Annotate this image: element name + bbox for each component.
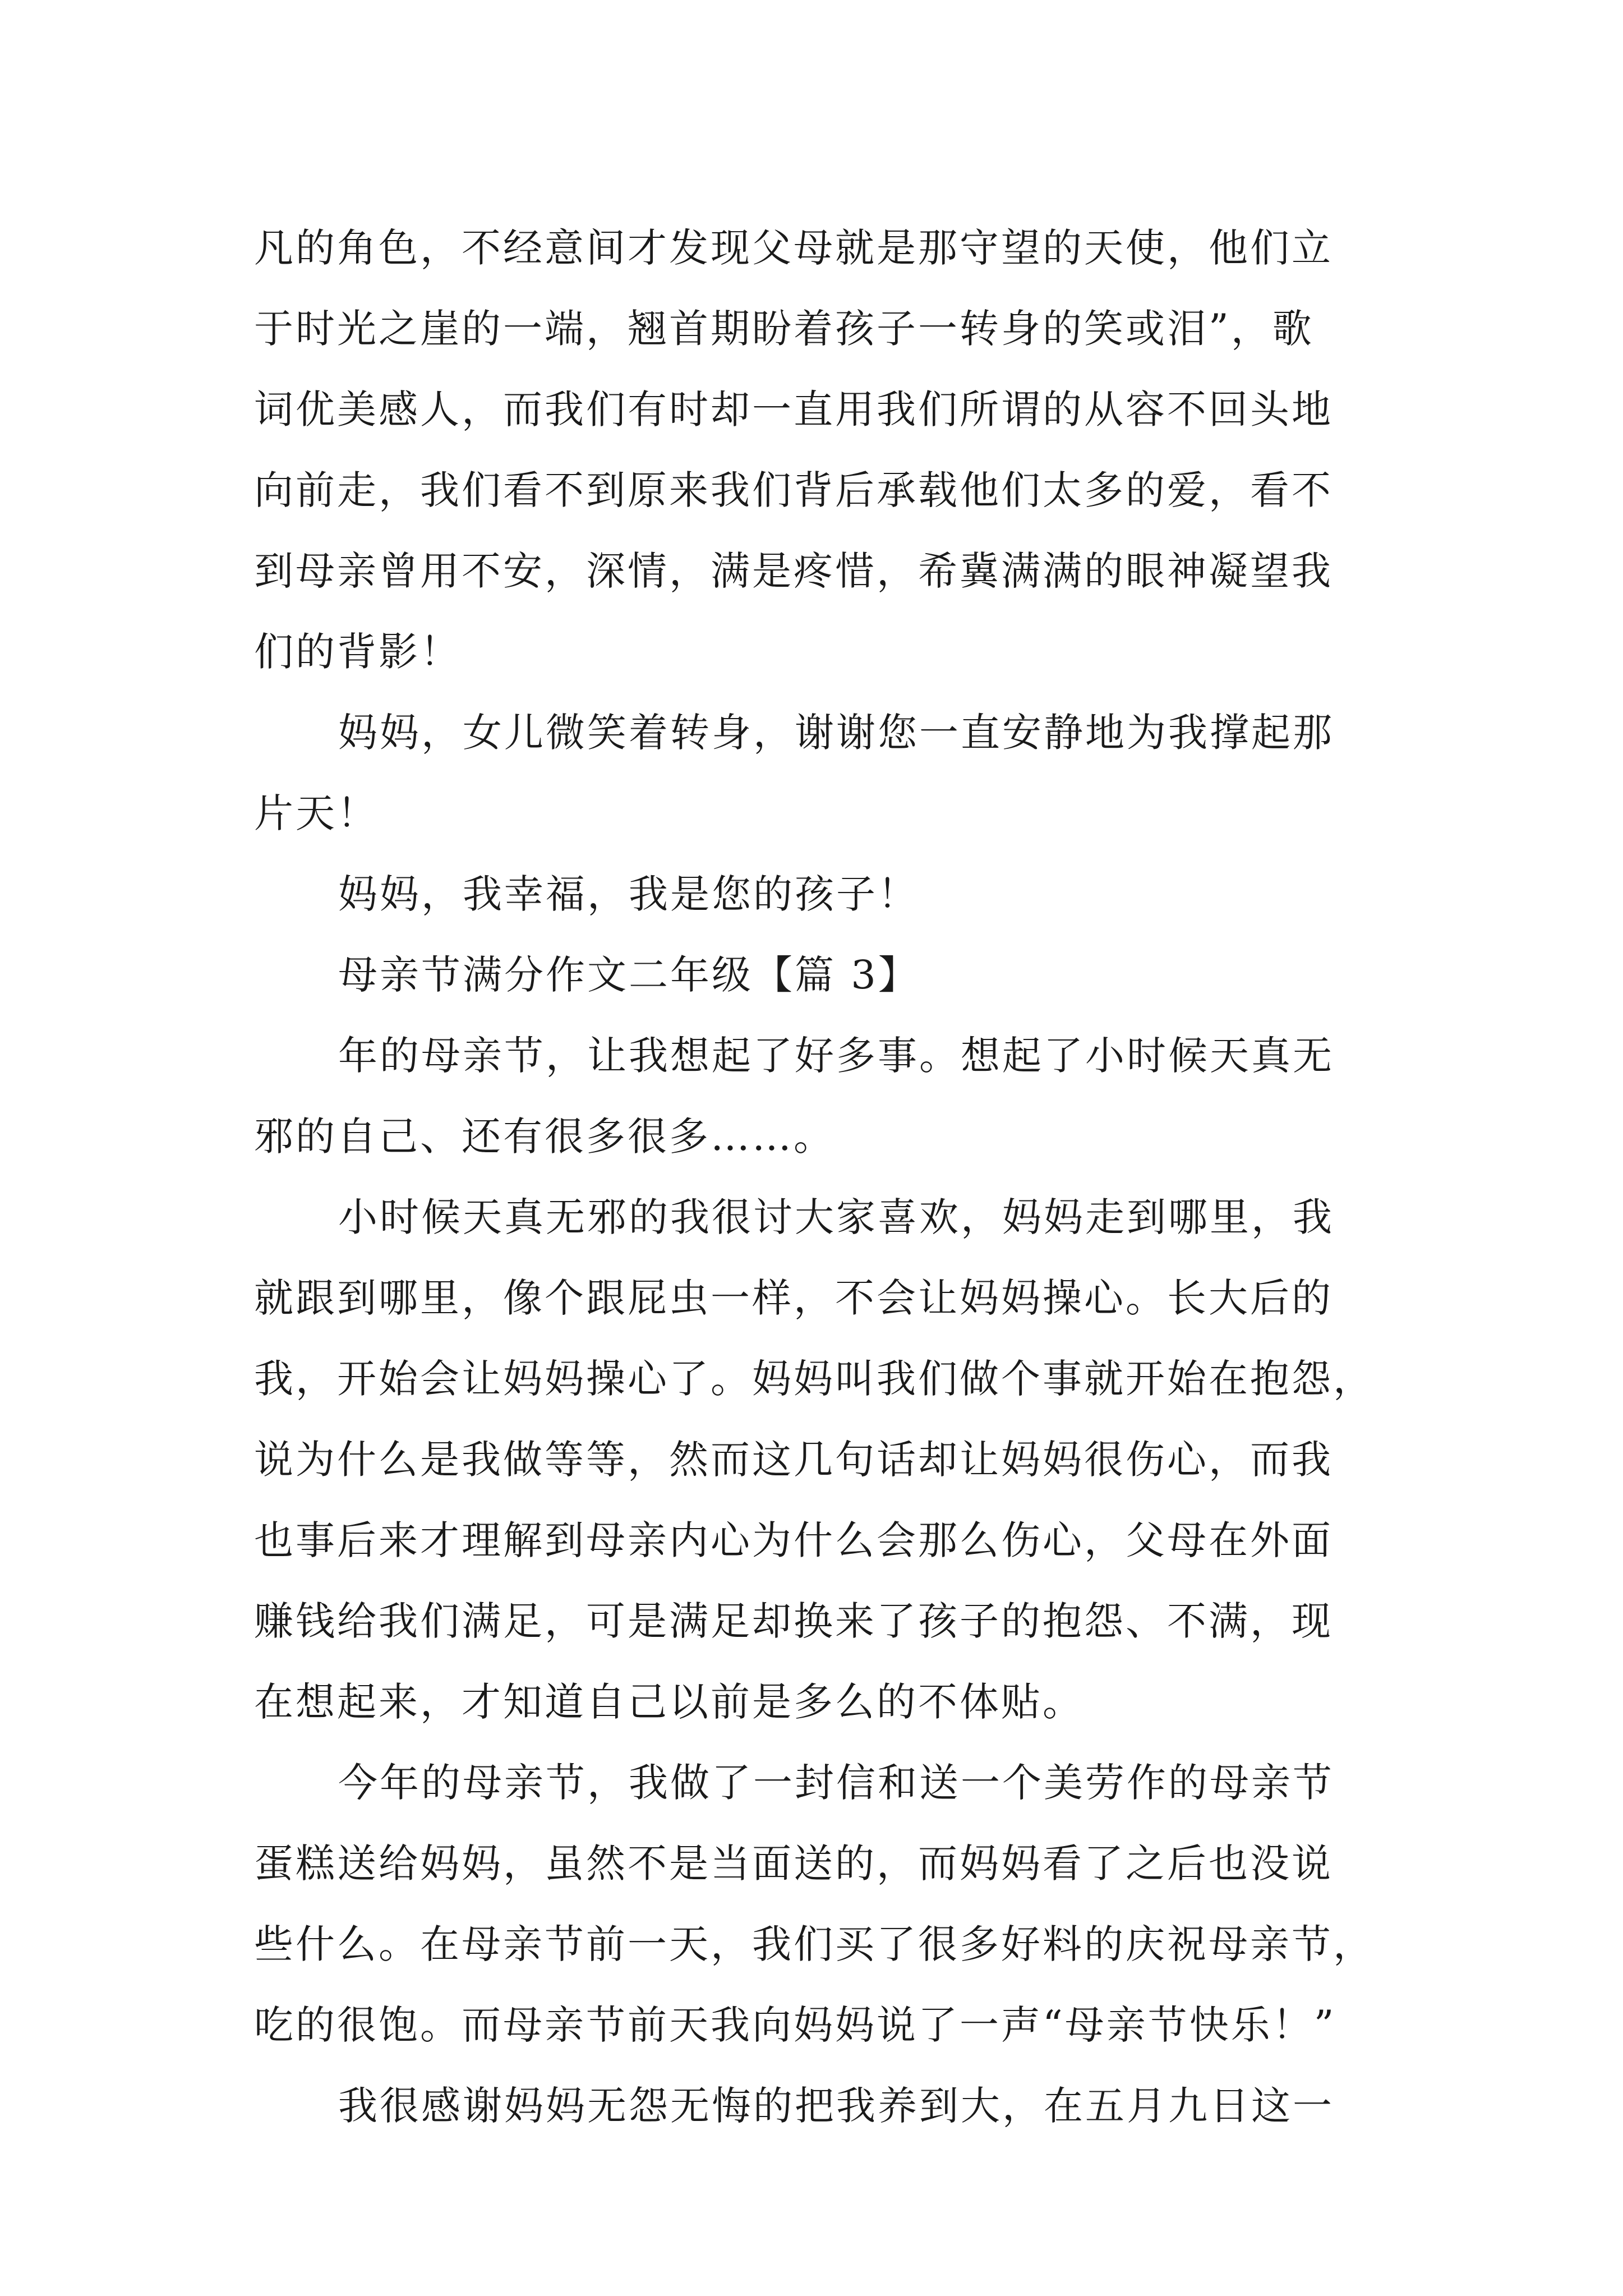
- text-line: 们的背影！: [254, 629, 462, 675]
- text-line: 吃的很饱。而母亲节前天我向妈妈说了一声“母亲节快乐！”: [254, 2002, 1336, 2048]
- text-line: 于时光之崖的一端，翘首期盼着孩子一转身的笑或泪”，歌: [254, 306, 1314, 352]
- text-line: 妈妈，女儿微笑着转身，谢谢您一直安静地为我撑起那: [338, 710, 1334, 756]
- text-line: 片天！: [254, 790, 379, 836]
- text-line: 今年的母亲节，我做了一封信和送一个美劳作的母亲节: [338, 1760, 1334, 1806]
- text-line: 蛋糕送给妈妈，虽然不是当面送的，而妈妈看了之后也没说: [254, 1841, 1333, 1887]
- text-line: 到母亲曾用不安，深情，满是疼惜，希冀满满的眼神凝望我: [254, 548, 1333, 594]
- document-body: [254, 208, 1376, 2146]
- text-line: 说为什么是我做等等，然而这几句话却让妈妈很伤心，而我: [254, 1437, 1333, 1483]
- text-line: 妈妈，我幸福，我是您的孩子！: [338, 871, 919, 917]
- text-line: 在想起来，才知道自己以前是多么的不体贴。: [254, 1679, 1084, 1725]
- text-line: 也事后来才理解到母亲内心为什么会那么伤心，父母在外面: [254, 1517, 1333, 1563]
- text-line: 小时候天真无邪的我很讨大家喜欢，妈妈走到哪里，我: [338, 1194, 1334, 1240]
- text-line: 赚钱给我们满足，可是满足却换来了孩子的抱怨、不满，现: [254, 1598, 1333, 1644]
- text-line: 我很感谢妈妈无怨无悔的把我养到大，在五月九日这一: [338, 2083, 1334, 2129]
- text-line: 母亲节满分作文二年级【篇 3】: [338, 952, 920, 998]
- text-line: 年的母亲节，让我想起了好多事。想起了小时候天真无: [338, 1033, 1334, 1079]
- text-line: 凡的角色，不经意间才发现父母就是那守望的天使，他们立: [254, 225, 1333, 271]
- text-line: 我，开始会让妈妈操心了。妈妈叫我们做个事就开始在抱怨，: [254, 1356, 1375, 1402]
- text-line: 些什么。在母亲节前一天，我们买了很多好料的庆祝母亲节，: [254, 1921, 1375, 1967]
- text-line: 就跟到哪里，像个跟屁虫一样，不会让妈妈操心。长大后的: [254, 1275, 1333, 1321]
- text-line: 词优美感人，而我们有时却一直用我们所谓的从容不回头地: [254, 386, 1333, 432]
- text-line: 向前走，我们看不到原来我们背后承载他们太多的爱，看不: [254, 467, 1333, 513]
- text-line: 邪的自己、还有很多很多……。: [254, 1114, 835, 1159]
